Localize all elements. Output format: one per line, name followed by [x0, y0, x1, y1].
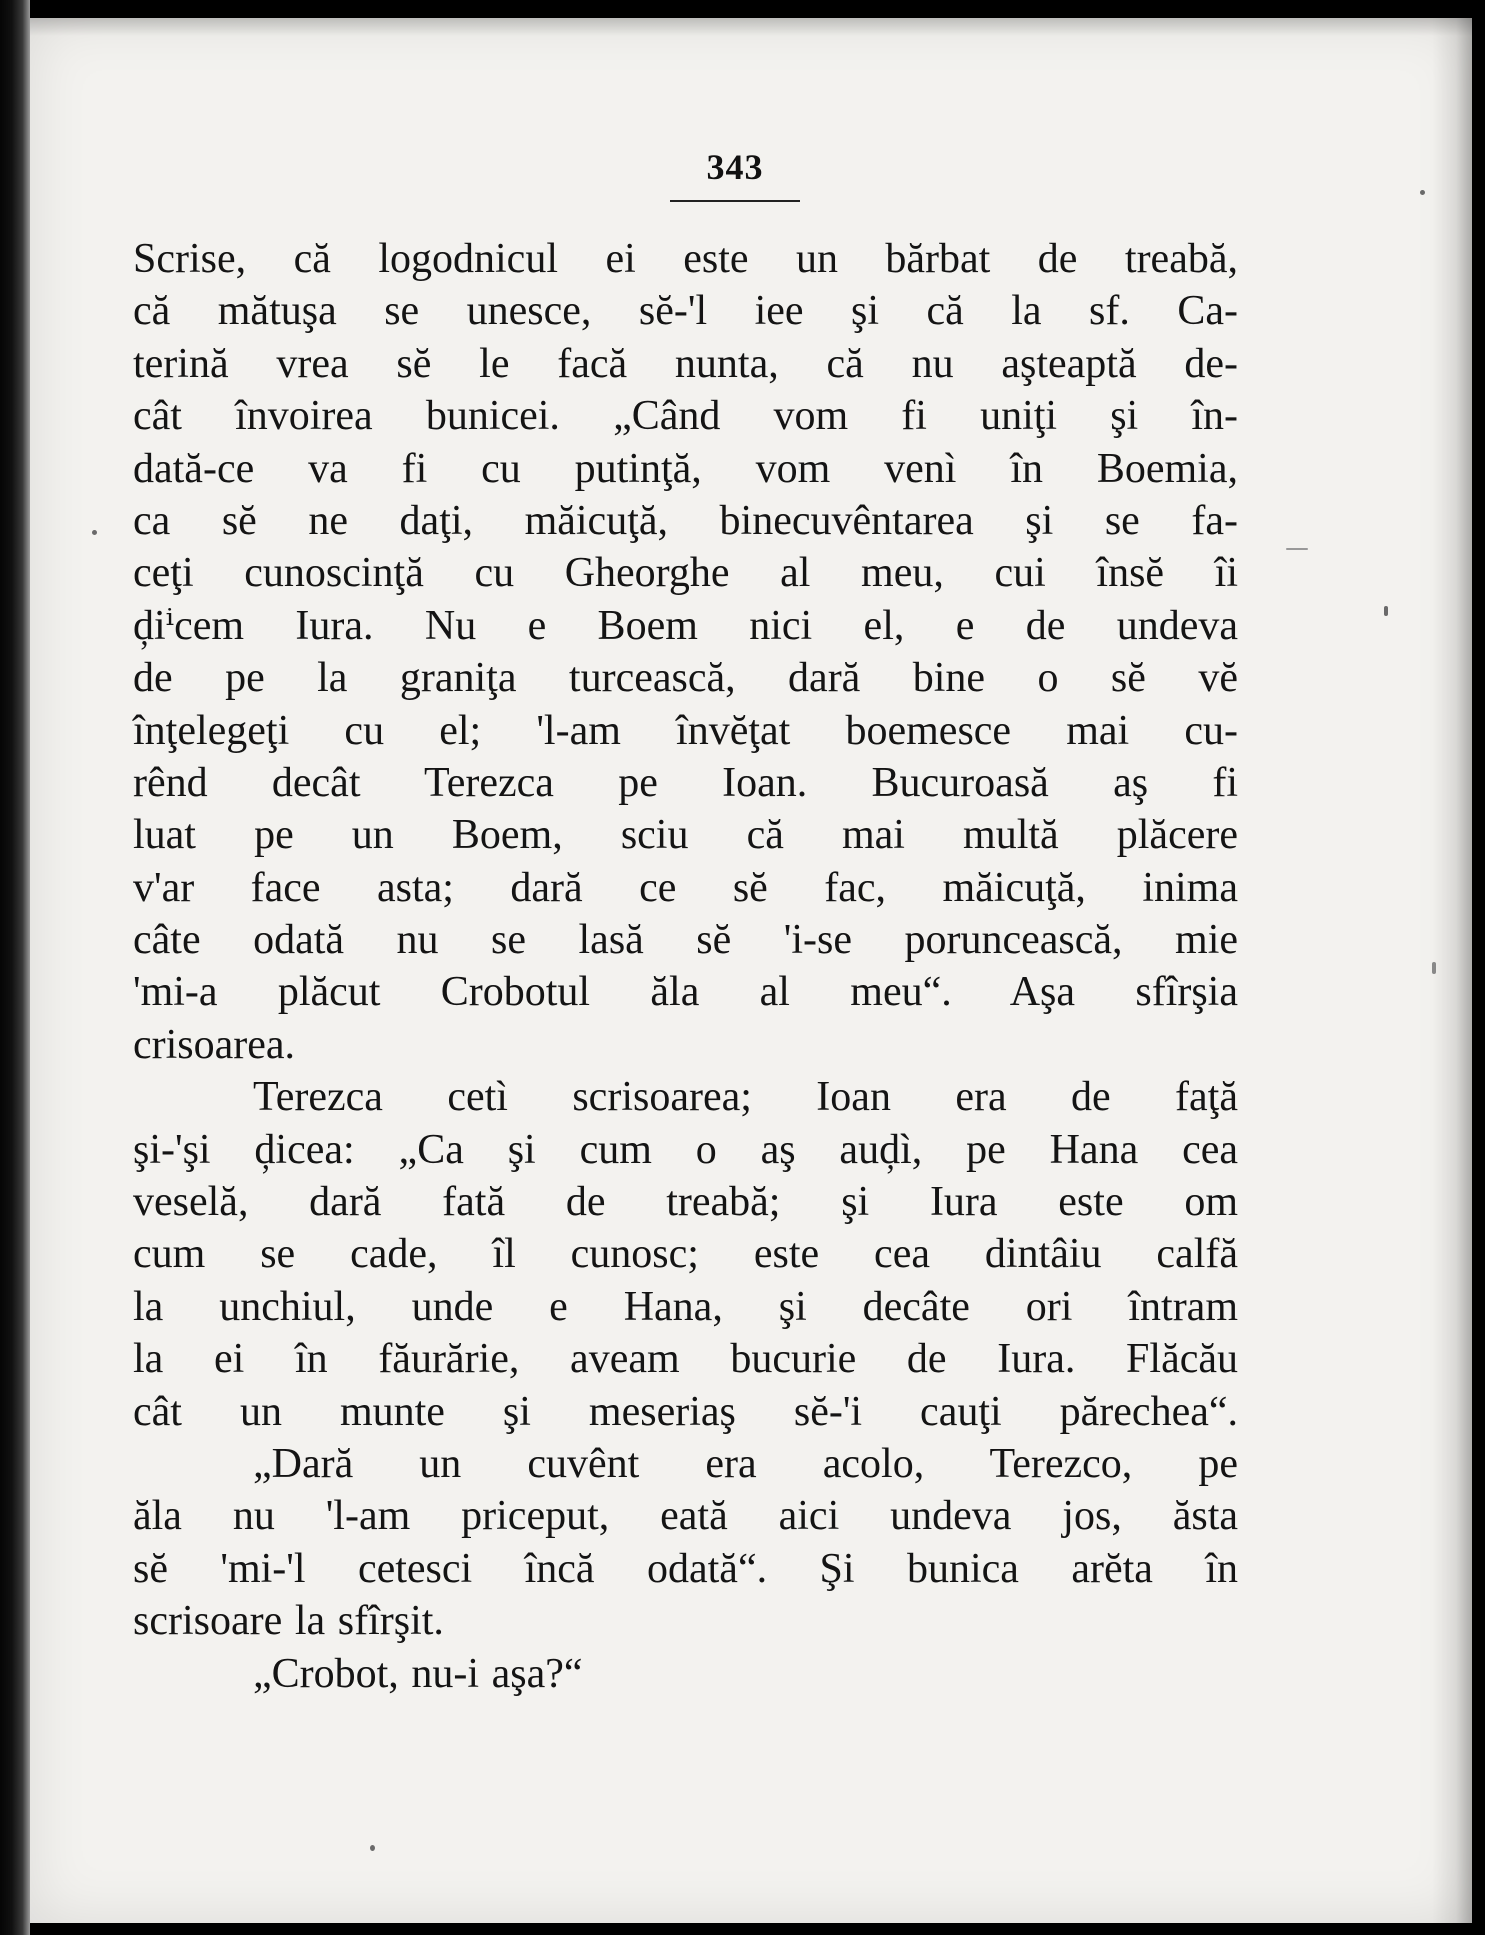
text-line: 'mi-a plăcut Crobotul ăla al meu“. Aşa sfîrşia [133, 969, 1238, 1016]
text-line: şi-'şi ḑicea: „Ca şi cum o aş auḑì, pe Hana cea [133, 1126, 1238, 1173]
text-line: cât învoirea bunicei. „Când vom fi uniţi şi în- [133, 393, 1238, 440]
page-number-rule [670, 200, 800, 202]
text-line: înţelegeţi cu el; 'l-am învĕţat boemesce mai cu- [133, 707, 1238, 754]
paper-fleck [370, 1845, 375, 1851]
text-line: la unchiul, unde e Hana, şi decâte ori întram [133, 1283, 1238, 1330]
book-spine-shadow [0, 0, 30, 1935]
text-line: dată-ce va fi cu putinţă, vom venì în Boemia, [133, 445, 1238, 492]
page-text [133, 233, 1238, 1700]
text-line: ḑiⁱcem Iura. Nu e Boem nici el, e de undeva [133, 602, 1238, 649]
text-line: rênd decât Terezca pe Ioan. Bucuroasă aş fi [133, 759, 1238, 806]
text-line: crisoarea. [133, 1021, 296, 1068]
page-right-shadow [1432, 18, 1472, 1923]
text-line: v'ar face asta; dară ce sĕ fac, măicuţă, inima [133, 864, 1238, 911]
text-line: sĕ 'mi-'l cetesci încă odată“. Şi bunica arĕta în [133, 1545, 1238, 1592]
text-line: câte odată nu se lasă sĕ 'i-se poruncească, mie [133, 917, 1238, 964]
text-line: veselă, dară fată de treabă; şi Iura este om [133, 1179, 1238, 1226]
paper-fleck [1384, 606, 1388, 616]
paper-fleck [1420, 190, 1425, 195]
text-line: Scrise, că logodnicul ei este un bărbat de treabă, [133, 236, 1238, 282]
text-line: Terezca cetì scrisoarea; Ioan era de faţă [253, 1074, 1238, 1121]
text-line: luat pe un Boem, sciu că mai multă plăcere [133, 812, 1238, 859]
text-line: cât un munte şi meseriaş sĕ-'i cauţi părechea“. [133, 1388, 1238, 1435]
text-line: de pe la graniţa turcească, dară bine o sĕ vĕ [133, 655, 1238, 702]
text-line: la ei în făurărie, aveam bucurie de Iura. Flăcău [133, 1336, 1238, 1383]
text-line: terină vrea sĕ le facă nunta, că nu aşteaptă de- [133, 340, 1238, 387]
paper-fleck [92, 530, 97, 535]
text-line: cum se cade, îl cunosc; este cea dintâiu calfă [133, 1231, 1238, 1278]
text-line: ceţi cunoscinţă cu Gheorghe al meu, cui însĕ îi [133, 550, 1238, 597]
text-line: ăla nu 'l-am priceput, eată aici undeva jos, ăsta [133, 1493, 1238, 1540]
page-top-shadow [30, 18, 1472, 36]
text-line: „Crobot, nu-i aşa?“ [253, 1650, 583, 1697]
paper-fleck [1432, 962, 1436, 974]
page-number: 343 [706, 147, 764, 187]
text-line: scrisoare la sfîrşit. [133, 1598, 444, 1645]
text-line: „Dară un cuvênt era acolo, Terezco, pe [253, 1440, 1238, 1487]
text-line: că mătuşa se unesce, sĕ-'l iee şi că la sf. Ca- [133, 288, 1238, 335]
paper-fleck [1286, 548, 1308, 550]
text-line: ca sĕ ne daţi, măicuţă, binecuvêntarea şi se fa- [133, 497, 1238, 544]
